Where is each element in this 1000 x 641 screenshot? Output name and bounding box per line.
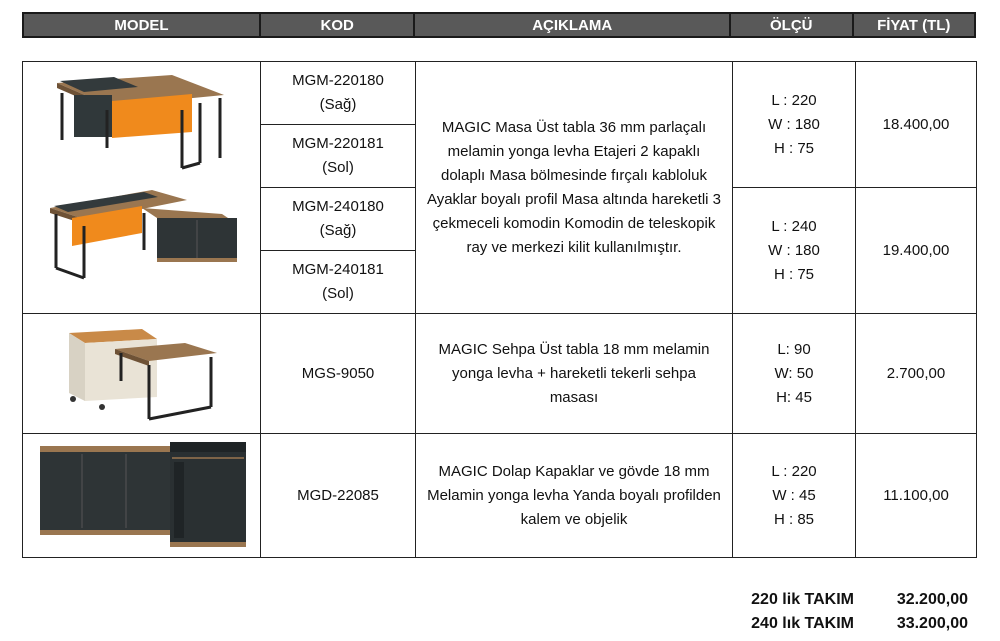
size-cell: L : 220 W : 180 H : 75: [733, 62, 856, 188]
cabinet-image: [23, 434, 261, 558]
table-row: [23, 62, 977, 125]
cabinet-description: MAGIC Dolap Kapaklar ve gövde 18 mm Melamin yonga levha Yanda boyalı profilden kalem ve objelik: [416, 434, 733, 558]
code-cell: MGM-220180 (Sağ): [261, 62, 416, 125]
size-cell: L: 90 W: 50 H: 45: [733, 314, 856, 434]
table-row: [23, 314, 977, 434]
header-kod: KOD: [261, 14, 415, 36]
header-model: MODEL: [24, 14, 261, 36]
header-aciklama: AÇIKLAMA: [415, 14, 731, 36]
product-table: [22, 61, 977, 558]
price-cell: 18.400,00: [856, 62, 977, 188]
code-cell: MGM-240181 (Sol): [261, 251, 416, 314]
table-header: [22, 12, 976, 38]
totals: [730, 588, 970, 636]
desk-description: MAGIC Masa Üst tabla 36 mm parlaçalı melamin yonga levha Etajeri 2 kapaklı dolaplı Masa bölmesinde fırçalı kabloluk Ayaklar boyalı profil Masa altında hareketli 3 çekmeceli komodin Komodin de teleskopik ray ve merkezi kilit kullanılmıştır.: [416, 62, 733, 314]
code-cell: MGS-9050: [261, 314, 416, 434]
code-cell: MGM-240180 (Sağ): [261, 188, 416, 251]
price-cell: 19.400,00: [856, 188, 977, 314]
total-value: 33.200,00: [896, 615, 968, 632]
desk-image: [23, 62, 261, 314]
total-value: 32.200,00: [896, 591, 968, 608]
total-label: 240 lık TAKIM: [751, 615, 854, 632]
table-row: [23, 434, 977, 558]
cabinet-illustration: [32, 438, 252, 553]
code-cell: MGD-22085: [261, 434, 416, 558]
header-olcu: ÖLÇÜ: [731, 14, 853, 36]
total-row: [730, 588, 970, 612]
code-cell: MGM-220181 (Sol): [261, 125, 416, 188]
total-row: [730, 612, 970, 636]
size-cell: L : 240 W : 180 H : 75: [733, 188, 856, 314]
table-description: MAGIC Sehpa Üst tabla 18 mm melamin yonga levha + hareketli tekerli sehpa masası: [416, 314, 733, 434]
total-label: 220 lik TAKIM: [751, 591, 854, 608]
desk-illustration: [32, 68, 252, 308]
header-fiyat: FİYAT (TL): [877, 16, 951, 34]
side-table-illustration: [57, 321, 227, 426]
price-cell: 2.700,00: [856, 314, 977, 434]
size-cell: L : 220 W : 45 H : 85: [733, 434, 856, 558]
side-table-image: [23, 314, 261, 434]
price-cell: 11.100,00: [856, 434, 977, 558]
